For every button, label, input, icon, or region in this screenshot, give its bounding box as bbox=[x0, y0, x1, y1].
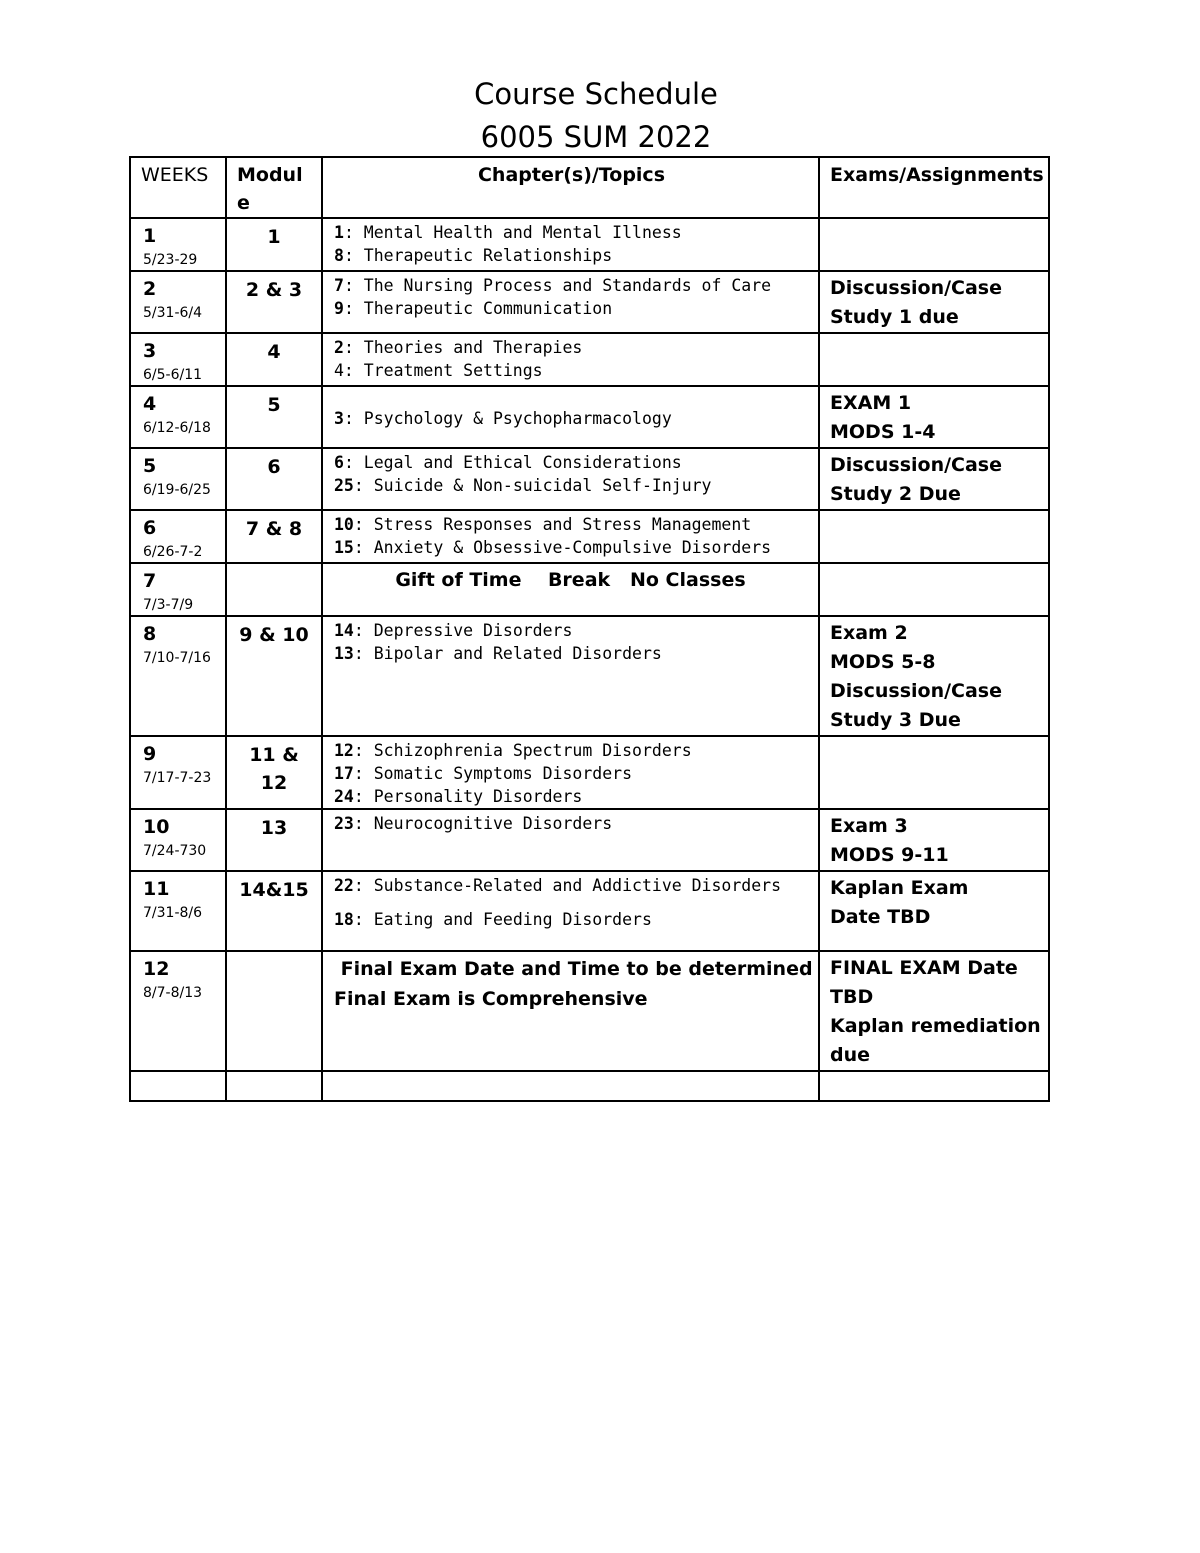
module-number: 5 bbox=[267, 394, 281, 416]
chapter-number: 13 bbox=[334, 644, 354, 663]
table-row bbox=[130, 333, 1049, 386]
chapter-number: 22 bbox=[334, 876, 354, 895]
week-cell bbox=[130, 871, 226, 951]
week-dates: 6/26-7-2 bbox=[143, 544, 203, 560]
topic-line bbox=[334, 874, 814, 897]
table-row bbox=[130, 448, 1049, 510]
table-row bbox=[130, 386, 1049, 448]
topic-line bbox=[334, 297, 814, 320]
exam-line: TBD bbox=[830, 986, 874, 1008]
table-row bbox=[130, 871, 1049, 951]
topic-line bbox=[334, 762, 814, 785]
chapter-title: : Theories and Therapies bbox=[343, 338, 583, 357]
week-cell bbox=[130, 510, 226, 563]
chapter-title: : Depressive Disorders bbox=[353, 621, 573, 640]
exams-cell bbox=[819, 871, 1049, 951]
week-cell bbox=[130, 448, 226, 510]
empty-cell bbox=[819, 1071, 1049, 1101]
topics-cell bbox=[322, 218, 819, 271]
exam-line: Study 1 due bbox=[830, 306, 959, 328]
chapter-number: 18 bbox=[334, 910, 354, 929]
chapter-title: : Neurocognitive Disorders bbox=[353, 814, 613, 833]
topic-line bbox=[334, 642, 814, 665]
chapter-number: 7 bbox=[334, 276, 344, 295]
exam-line: MODS 5-8 bbox=[830, 651, 936, 673]
module-number: 6 bbox=[267, 456, 281, 478]
page-title: Course Schedule bbox=[474, 77, 718, 111]
module-cell bbox=[226, 616, 322, 736]
module-cell bbox=[226, 510, 322, 563]
week-number: 3 bbox=[143, 340, 157, 362]
week-number: 8 bbox=[143, 623, 157, 645]
chapter-title: : Therapeutic Communication bbox=[343, 299, 613, 318]
topics-cell bbox=[322, 386, 819, 448]
table-row bbox=[130, 616, 1049, 736]
chapter-title: : Eating and Feeding Disorders bbox=[353, 910, 652, 929]
chapter-number: 2 bbox=[334, 338, 344, 357]
chapter-number: 10 bbox=[334, 515, 354, 534]
topic-line bbox=[334, 451, 814, 474]
week-dates: 7/31-8/6 bbox=[143, 905, 203, 921]
exam-line: FINAL EXAM Date bbox=[830, 957, 1018, 979]
week-dates: 7/17-7-23 bbox=[143, 770, 212, 786]
chapter-title: : Legal and Ethical Considerations bbox=[343, 453, 682, 472]
topic-line bbox=[334, 619, 814, 642]
week-cell bbox=[130, 386, 226, 448]
week-dates: 6/5-6/11 bbox=[143, 367, 203, 383]
table-row bbox=[130, 218, 1049, 271]
exam-line: MODS 9-11 bbox=[830, 844, 949, 866]
topic-line bbox=[334, 274, 814, 297]
topics-cell bbox=[322, 871, 819, 951]
exam-line: Exam 3 bbox=[830, 815, 908, 837]
chapter-title: : Somatic Symptoms Disorders bbox=[353, 764, 633, 783]
topics-cell bbox=[322, 333, 819, 386]
empty-cell bbox=[130, 1071, 226, 1101]
exams-cell bbox=[819, 809, 1049, 871]
module-cell bbox=[226, 271, 322, 333]
week-number: 11 bbox=[143, 878, 170, 900]
topic-line bbox=[334, 336, 814, 359]
chapter-number: 25 bbox=[334, 476, 354, 495]
module-cell bbox=[226, 448, 322, 510]
table-row bbox=[130, 809, 1049, 871]
week-cell bbox=[130, 951, 226, 1071]
topics-cell bbox=[322, 510, 819, 563]
chapter-title: : Bipolar and Related Disorders bbox=[353, 644, 662, 663]
chapter-title: 4: Treatment Settings bbox=[334, 361, 543, 380]
module-number: 11 & bbox=[249, 744, 299, 766]
exams-cell bbox=[819, 510, 1049, 563]
topics-cell bbox=[322, 809, 819, 871]
chapter-title: : Schizophrenia Spectrum Disorders bbox=[353, 741, 692, 760]
final-exam-line: Final Exam Date and Time to be determined bbox=[334, 958, 813, 980]
page-subtitle: 6005 SUM 2022 bbox=[480, 120, 712, 154]
week-dates: 7/10-7/16 bbox=[143, 650, 211, 666]
week-dates: 7/24-730 bbox=[143, 843, 207, 859]
topic-line bbox=[334, 244, 814, 267]
table-row bbox=[130, 736, 1049, 809]
week-number: 7 bbox=[143, 570, 157, 592]
chapter-number: 23 bbox=[334, 814, 354, 833]
exam-line: MODS 1-4 bbox=[830, 421, 936, 443]
table-row bbox=[130, 510, 1049, 563]
table-row bbox=[130, 271, 1049, 333]
header-row bbox=[130, 157, 1049, 218]
chapter-number: 15 bbox=[334, 538, 354, 557]
topics-cell bbox=[322, 271, 819, 333]
empty-cell bbox=[322, 1071, 819, 1101]
week-number: 10 bbox=[143, 816, 170, 838]
chapter-title: : Psychology & Psychopharmacology bbox=[343, 408, 672, 428]
chapter-number: 6 bbox=[334, 453, 344, 472]
week-cell bbox=[130, 809, 226, 871]
week-cell bbox=[130, 616, 226, 736]
week-dates: 7/3-7/9 bbox=[143, 597, 194, 613]
exams-cell bbox=[819, 218, 1049, 271]
module-number: 1 bbox=[267, 226, 281, 248]
topic-line bbox=[334, 536, 814, 559]
module-number: 7 & 8 bbox=[245, 518, 303, 540]
exam-line: Study 3 Due bbox=[830, 709, 961, 731]
module-number-cont: 12 bbox=[260, 772, 288, 794]
exams-cell bbox=[819, 616, 1049, 736]
exam-line: Discussion/Case bbox=[830, 454, 1002, 476]
break-text: Gift of Time Break No Classes bbox=[395, 569, 746, 591]
exams-cell bbox=[819, 951, 1049, 1071]
module-cell bbox=[226, 809, 322, 871]
module-header-line1: Modul bbox=[237, 164, 303, 186]
week-number: 9 bbox=[143, 743, 157, 765]
module-cell bbox=[226, 333, 322, 386]
topic-line bbox=[334, 812, 814, 835]
chapter-title: : The Nursing Process and Standards of Care bbox=[343, 276, 772, 295]
topic-line bbox=[334, 474, 814, 497]
chapter-title: : Anxiety & Obsessive-Compulsive Disorders bbox=[353, 538, 772, 557]
week-dates: 5/31-6/4 bbox=[143, 305, 203, 321]
chapter-title: : Substance-Related and Addictive Disorders bbox=[353, 876, 782, 895]
chapter-number: 14 bbox=[334, 621, 354, 640]
week-cell bbox=[130, 333, 226, 386]
weeks-header: WEEKS bbox=[130, 157, 226, 218]
final-exam-line: Final Exam is Comprehensive bbox=[334, 988, 648, 1010]
topic-line bbox=[334, 908, 814, 931]
week-dates: 6/19-6/25 bbox=[143, 482, 211, 498]
topic-line bbox=[334, 221, 814, 244]
chapter-number: 3 bbox=[334, 408, 344, 428]
module-cell bbox=[226, 563, 322, 616]
exam-line: Exam 2 bbox=[830, 622, 908, 644]
exam-line: Date TBD bbox=[830, 906, 931, 928]
week-number: 1 bbox=[143, 225, 157, 247]
week-cell bbox=[130, 736, 226, 809]
chapter-title: : Suicide & Non-suicidal Self-Injury bbox=[353, 476, 712, 495]
chapter-number: 9 bbox=[334, 299, 344, 318]
module-number: 4 bbox=[267, 341, 281, 363]
chapter-title: : Mental Health and Mental Illness bbox=[343, 223, 682, 242]
week-number: 5 bbox=[143, 455, 157, 477]
chapter-number: 8 bbox=[334, 246, 344, 265]
topics-header: Chapter(s)/Topics bbox=[322, 157, 819, 218]
exams-cell bbox=[819, 563, 1049, 616]
week-dates: 6/12-6/18 bbox=[143, 420, 211, 436]
exam-line: EXAM 1 bbox=[830, 392, 912, 414]
week-cell bbox=[130, 218, 226, 271]
topic-line bbox=[334, 359, 814, 382]
week-dates: 8/7-8/13 bbox=[143, 985, 203, 1001]
topics-cell bbox=[322, 448, 819, 510]
exams-cell bbox=[819, 448, 1049, 510]
exams-cell bbox=[819, 271, 1049, 333]
module-header bbox=[226, 157, 322, 218]
chapter-title: : Stress Responses and Stress Management bbox=[353, 515, 752, 534]
module-cell bbox=[226, 386, 322, 448]
topic-line bbox=[334, 785, 814, 808]
exam-line: Kaplan Exam bbox=[830, 877, 969, 899]
chapter-number: 17 bbox=[334, 764, 354, 783]
break-cell bbox=[322, 563, 819, 616]
final-exam-cell bbox=[322, 951, 819, 1071]
week-cell bbox=[130, 563, 226, 616]
week-number: 4 bbox=[143, 393, 157, 415]
week-number: 6 bbox=[143, 517, 157, 539]
module-number: 14&15 bbox=[239, 879, 309, 901]
chapter-number: 1 bbox=[334, 223, 344, 242]
module-cell bbox=[226, 871, 322, 951]
table-row bbox=[130, 951, 1049, 1071]
module-header-line2: e bbox=[237, 192, 250, 214]
chapter-number: 24 bbox=[334, 787, 354, 806]
module-number: 13 bbox=[260, 817, 288, 839]
topics-cell bbox=[322, 616, 819, 736]
exams-header: Exams/Assignments bbox=[819, 157, 1049, 218]
topic-line bbox=[334, 739, 814, 762]
module-number: 2 & 3 bbox=[245, 279, 303, 301]
module-number: 9 & 10 bbox=[239, 624, 309, 646]
exam-line: Discussion/Case bbox=[830, 277, 1002, 299]
week-number: 2 bbox=[143, 278, 157, 300]
exams-cell bbox=[819, 736, 1049, 809]
empty-cell bbox=[226, 1071, 322, 1101]
exam-line: Study 2 Due bbox=[830, 483, 961, 505]
topics-cell bbox=[322, 736, 819, 809]
exam-line: due bbox=[830, 1044, 871, 1066]
week-dates: 5/23-29 bbox=[143, 252, 198, 268]
week-number: 12 bbox=[143, 958, 170, 980]
module-cell bbox=[226, 218, 322, 271]
exam-line: Kaplan remediation bbox=[830, 1015, 1041, 1037]
exam-line: Discussion/Case bbox=[830, 680, 1002, 702]
module-cell bbox=[226, 951, 322, 1071]
module-cell bbox=[226, 736, 322, 809]
chapter-title: : Therapeutic Relationships bbox=[343, 246, 613, 265]
schedule-table bbox=[129, 156, 1050, 1102]
topic-line bbox=[334, 513, 814, 536]
table-row bbox=[130, 563, 1049, 616]
exams-cell bbox=[819, 386, 1049, 448]
week-cell bbox=[130, 271, 226, 333]
chapter-title: : Personality Disorders bbox=[353, 787, 583, 806]
chapter-number: 12 bbox=[334, 741, 354, 760]
empty-row bbox=[130, 1071, 1049, 1101]
exams-cell bbox=[819, 333, 1049, 386]
topic-line bbox=[334, 407, 814, 430]
